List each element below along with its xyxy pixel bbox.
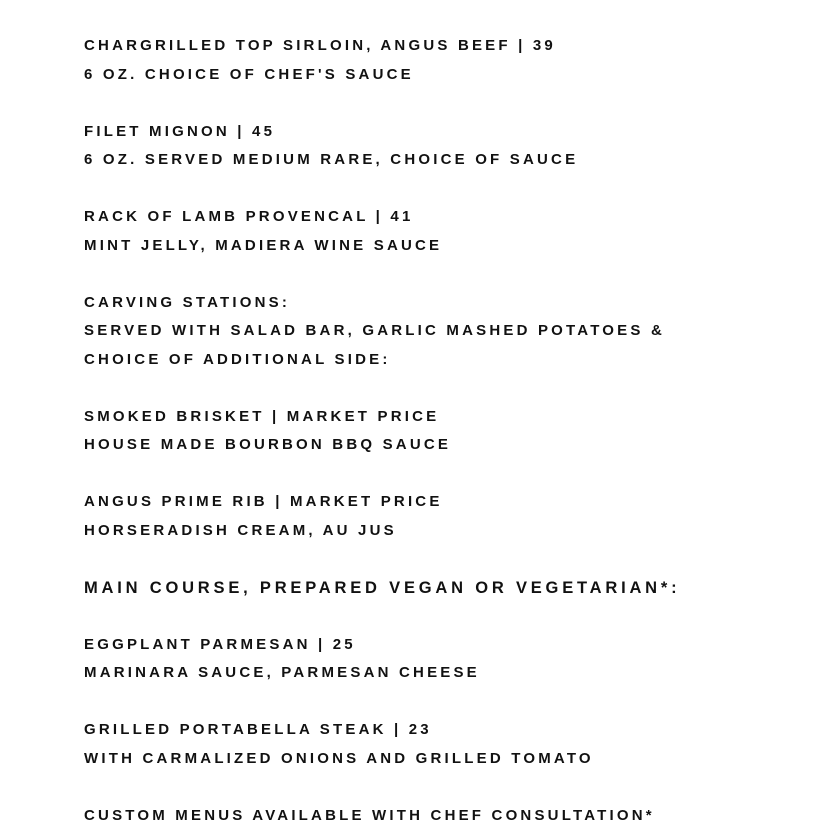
- spacer: [84, 374, 804, 403]
- spacer: [84, 688, 804, 717]
- item-description: HOUSE MADE BOURBON BBQ SAUCE: [84, 436, 452, 453]
- item-title: ANGUS PRIME RIB | MARKET PRICE: [84, 493, 443, 510]
- spacer: [84, 175, 804, 204]
- spacer: [84, 602, 804, 631]
- menu-page: [84, 32, 804, 830]
- spacer: [84, 260, 804, 289]
- custom-menus-note: CUSTOM MENUS AVAILABLE WITH CHEF CONSULTATION*: [84, 806, 655, 824]
- menu-item: [84, 716, 804, 773]
- item-description: HORSERADISH CREAM, AU JUS: [84, 521, 397, 539]
- carving-stations-description: CHOICE OF ADDITIONAL SIDE:: [84, 350, 391, 368]
- item-description: MINT JELLY, MADIERA WINE SAUCE: [84, 236, 443, 254]
- item-title: GRILLED PORTABELLA STEAK | 23: [84, 721, 432, 738]
- item-description: MARINARA SAUCE, PARMESAN CHEESE: [84, 664, 480, 681]
- menu-item: [84, 118, 804, 175]
- item-title: SMOKED BRISKET | MARKET PRICE: [84, 407, 440, 425]
- carving-stations-section: [84, 289, 804, 375]
- menu-item: [84, 203, 804, 260]
- vegan-section-heading: MAIN COURSE, PREPARED VEGAN OR VEGETARIAN*:: [84, 578, 681, 597]
- item-title: FILET MIGNON | 45: [84, 122, 276, 140]
- item-description: WITH CARMALIZED ONIONS AND GRILLED TOMATO: [84, 749, 594, 767]
- item-title: CHARGRILLED TOP SIRLOIN, ANGUS BEEF | 39: [84, 37, 556, 54]
- item-description: 6 OZ. SERVED MEDIUM RARE, CHOICE OF SAUCE: [84, 151, 579, 168]
- carving-stations-title: CARVING STATIONS:: [84, 293, 291, 311]
- item-title: RACK OF LAMB PROVENCAL | 41: [84, 208, 414, 225]
- spacer: [84, 89, 804, 118]
- spacer: [84, 545, 804, 574]
- menu-item: [84, 403, 804, 460]
- menu-item: [84, 32, 804, 89]
- spacer: [84, 460, 804, 489]
- carving-stations-description: SERVED WITH SALAD BAR, GARLIC MASHED POTATOES &: [84, 322, 665, 339]
- item-description: 6 OZ. CHOICE OF CHEF'S SAUCE: [84, 65, 414, 83]
- menu-item: [84, 488, 804, 545]
- spacer: [84, 773, 804, 802]
- item-title: EGGPLANT PARMESAN | 25: [84, 635, 356, 653]
- menu-item: [84, 631, 804, 688]
